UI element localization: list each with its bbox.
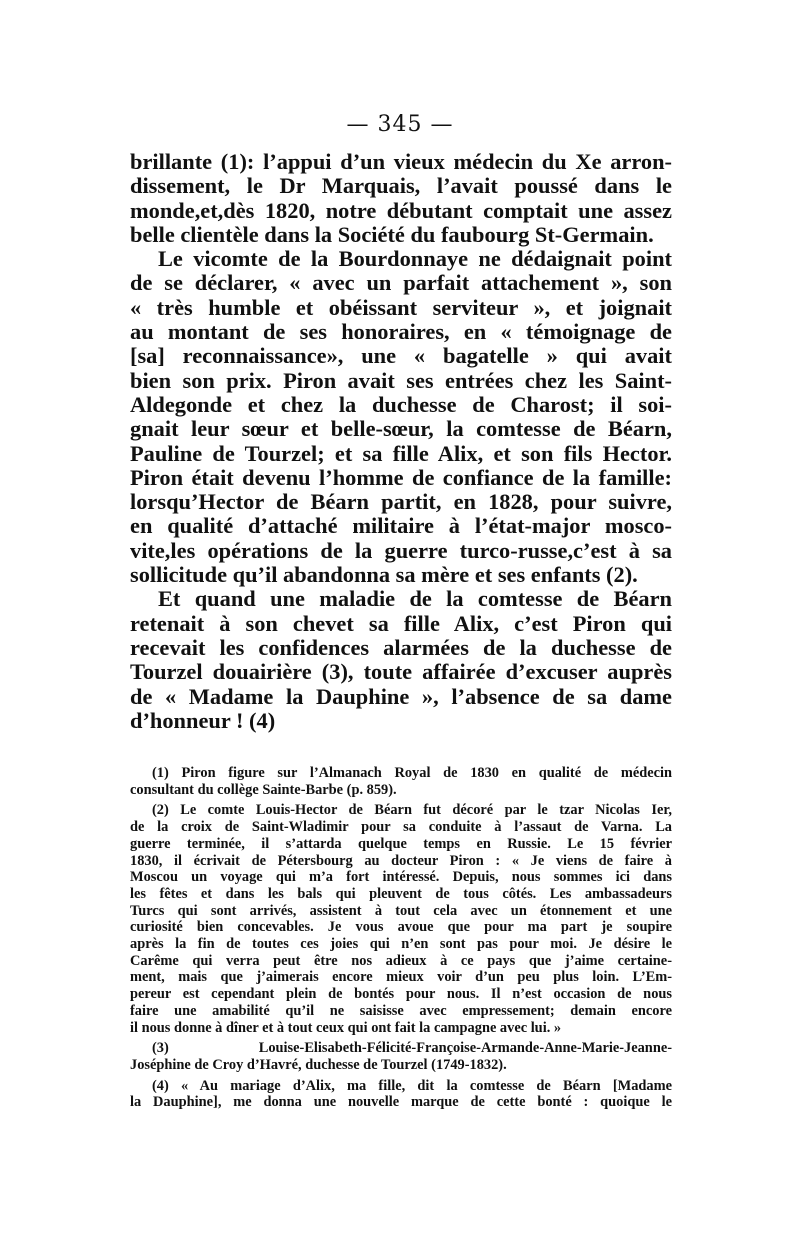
- footnote-line: la Dauphine], me donna une nouvelle marque de cette bonté : quoique le: [130, 1094, 672, 1111]
- footnote-line: Moscou un voyage qui m’a fort intéressé. Depuis, nous sommes ici dans: [130, 869, 672, 886]
- body-line: Pauline de Tourzel; et sa fille Alix, et son fils Hector.: [130, 441, 672, 466]
- body-line: gnait leur sœur et belle-sœur, la comtesse de Béarn,: [130, 417, 672, 442]
- page-number: — 345 —: [346, 112, 454, 137]
- footnote-line: consultant du collège Sainte-Barbe (p. 859).: [130, 781, 397, 798]
- body-line: de se déclarer, « avec un parfait attachement », son: [130, 271, 672, 296]
- footnote-line: (3) Louise-Elisabeth-Félicité-Françoise-Armande-Anne-Marie-Jeanne-: [152, 1040, 672, 1057]
- footnotes: [130, 765, 672, 1111]
- body-line: recevait les confidences alarmées de la duchesse de: [130, 635, 672, 660]
- footnote-line: il nous donne à dîner et à tout ceux qui ont fait la campagne avec lui. »: [130, 1019, 562, 1036]
- body-text: [130, 150, 672, 733]
- body-line: bien son prix. Piron avait ses entrées chez les Saint-: [130, 368, 672, 393]
- body-line: vite,les opérations de la guerre turco-russe,c’est à sa: [130, 538, 672, 563]
- body-line: [sa] reconnaissance», une « bagatelle » qui avait: [130, 344, 672, 369]
- body-line: Le vicomte de la Bourdonnaye ne dédaignait point: [158, 247, 672, 272]
- footnote-line: (4) « Au mariage d’Alix, ma fille, dit la comtesse de Béarn [Madame: [152, 1077, 672, 1094]
- body-line: « très humble et obéissant serviteur », et joignait: [130, 295, 672, 320]
- body-line: lorsqu’Hector de Béarn partit, en 1828, pour suivre,: [130, 490, 672, 515]
- body-line: monde,et,dès 1820, notre débutant comptait une assez: [130, 198, 672, 223]
- footnote-line: curiosité bien concevables. Je vous avoue que pour ma part je soupire: [130, 919, 672, 936]
- body-line: Piron était devenu l’homme de confiance de la famille:: [130, 465, 672, 490]
- footnote-line: 1830, il écrivait de Pétersbourg au docteur Piron : « Je viens de faire à: [130, 852, 672, 869]
- body-line: belle clientèle dans la Société du faubourg St-Germain.: [130, 222, 654, 247]
- body-line: de « Madame la Dauphine », l’absence de sa dame: [130, 684, 672, 709]
- footnote-line: Carême qui verra peut être nos adieux à ce pays que j’aime certaine-: [130, 952, 672, 969]
- footnote-line: (2) Le comte Louis-Hector de Béarn fut décoré par le tzar Nicolas Ier,: [152, 802, 672, 819]
- footnote-line: après la fin de toutes ces joies qui n’en sont pas pour moi. Je désire le: [130, 936, 672, 953]
- body-line: Et quand une maladie de la comtesse de Béarn: [158, 587, 672, 612]
- body-line: brillante (1): l’appui d’un vieux médecin du Xe arron-: [130, 150, 672, 174]
- body-line: sollicitude qu’il abandonna sa mère et ses enfants (2).: [130, 563, 638, 588]
- footnote-line: guerre terminée, il s’attarda quelque temps en Russie. Le 15 février: [130, 835, 672, 852]
- body-line: au montant de ses honoraires, en « témoignage de: [130, 320, 672, 345]
- footnote-line: ment, mais que j’aimerais encore mieux voir d’un peu plus loin. L’Em-: [130, 969, 672, 986]
- footnote-line: (1) Piron figure sur l’Almanach Royal de 1830 en qualité de médecin: [152, 765, 672, 781]
- body-line: dissement, le Dr Marquais, l’avait poussé dans le: [130, 174, 672, 199]
- body-line: Tourzel douairière (3), toute affairée d’excuser auprès: [130, 660, 672, 685]
- footnote-line: de la croix de Saint-Wladimir pour sa conduite à l’assaut de Varna. La: [130, 819, 672, 836]
- body-line: Aldegonde et chez la duchesse de Charost; il soi-: [130, 392, 672, 417]
- footnote-line: Joséphine de Croy d’Havré, duchesse de Tourzel (1749-1832).: [130, 1056, 507, 1073]
- footnote-line: les fêtes et dans les bals qui pleuvent de tous côtés. Les ambassadeurs: [130, 885, 672, 902]
- footnote-line: Turcs qui sont arrivés, assistent à tout cela avec un étonnement et une: [130, 902, 672, 919]
- body-line: d’honneur ! (4): [130, 708, 276, 733]
- footnote-line: pereur est cependant plein de bontés pour nous. Il n’est occasion de nous: [130, 986, 672, 1003]
- body-line: retenait à son chevet sa fille Alix, c’est Piron qui: [130, 611, 672, 636]
- body-line: en qualité d’attaché militaire à l’état-major mosco-: [130, 514, 672, 539]
- footnote-line: faire une amabilité qu’il ne saisisse avec empressement; demain encore: [130, 1002, 672, 1019]
